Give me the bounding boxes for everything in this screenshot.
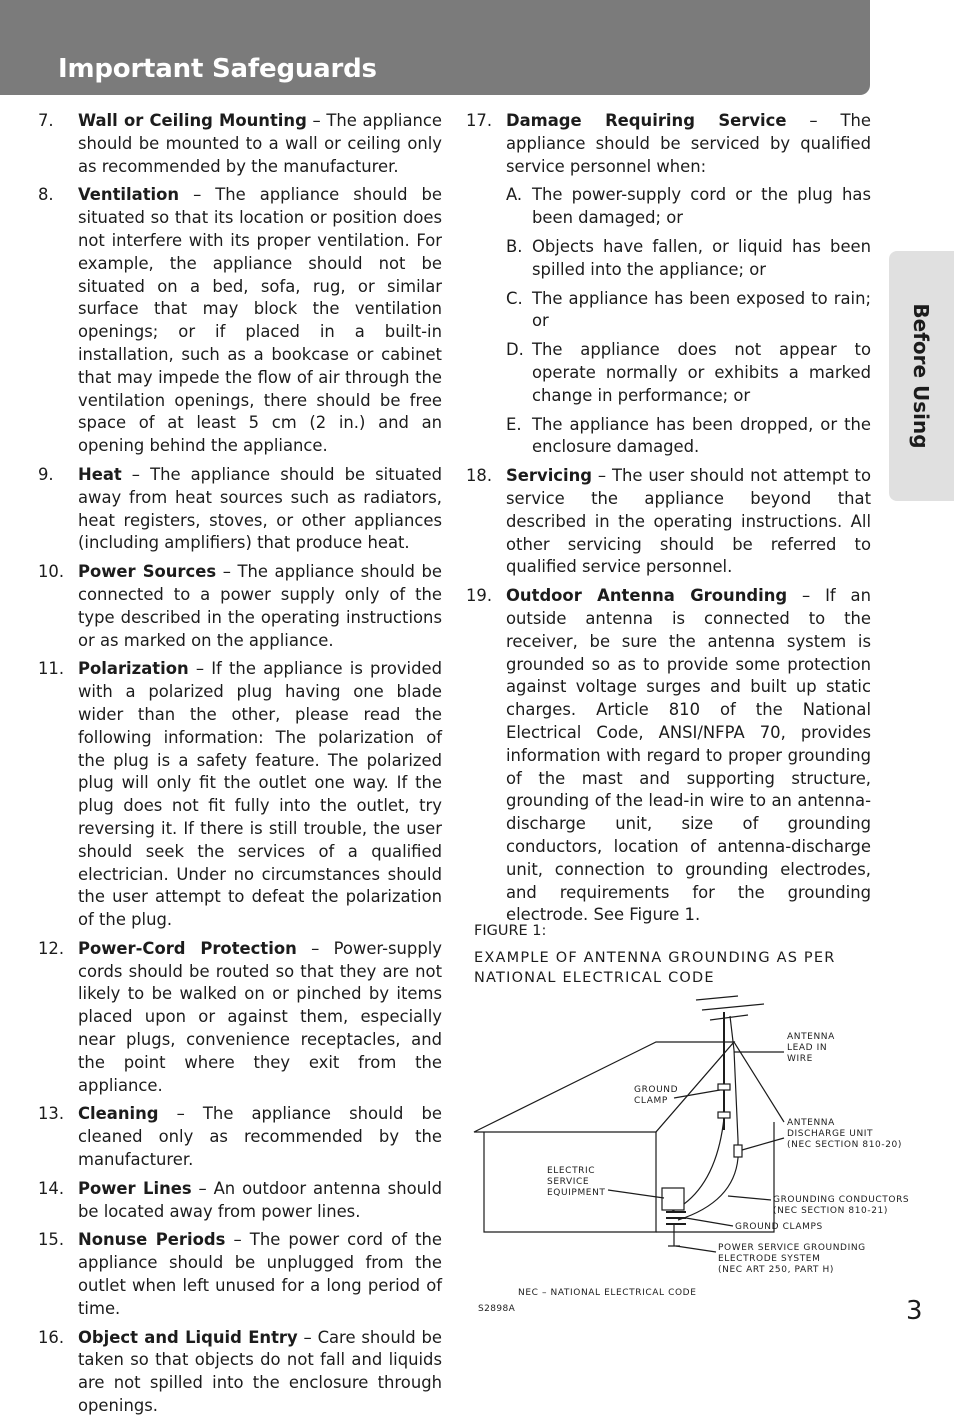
sub-list-item — [506, 339, 871, 407]
antenna-element-2 — [702, 1004, 764, 1010]
label-electric-1: ELECTRIC — [547, 1166, 596, 1176]
item-number: 8. — [38, 185, 54, 205]
page-number: 3 — [906, 1296, 923, 1326]
list-item — [38, 938, 442, 1098]
list-item — [466, 465, 871, 579]
item-title: Polarization — [78, 659, 189, 679]
list-item — [38, 658, 442, 932]
mast-clamp-2 — [718, 1112, 730, 1118]
electric-service-box — [662, 1188, 684, 1210]
list-item — [38, 561, 442, 652]
item-title: Power Lines — [78, 1178, 192, 1198]
item-number: 7. — [38, 111, 54, 130]
item-number: 18. — [466, 466, 493, 486]
figure-caption — [474, 921, 870, 988]
item-text: – The appliance should be situated away from heat sources such as radiators, heat registers, stoves, or other appliances (including amplifiers) that produce heat. — [78, 464, 442, 553]
item-number: 9. — [38, 464, 54, 484]
section-tab — [889, 251, 954, 501]
sub-item-letter: B. — [506, 236, 523, 256]
right-column — [466, 110, 871, 933]
leader-discharge — [742, 1138, 784, 1150]
item-title: Wall or Ceiling Mounting — [78, 111, 307, 130]
label-lead-in-3: WIRE — [787, 1054, 813, 1064]
item-text: – An outdoor antenna should be located away from power lines. — [78, 1178, 442, 1221]
discharge-unit — [734, 1145, 742, 1157]
house-wall-side — [656, 1122, 774, 1232]
item-text: – The appliance should be situated so that its location or position does not interfere with its proper ventilation. For example, the appliance should not be situated on a bed, sofa, rug, or similar surface that may block the ventilation openings; or if placed in a built-in installation, such as a bookcase or cabinet that may impede the flow of air through the ventilation openings, there should be free space of at least 5 cm (2 in.) and an opening behind the appliance. — [78, 185, 442, 456]
item-title: Nonuse Periods — [78, 1230, 226, 1250]
item-text: – The appliance should be mounted to a wall or ceiling only as recommended by the manufacturer. — [78, 111, 442, 176]
list-item — [38, 184, 442, 458]
item-number: 15. — [38, 1230, 65, 1250]
figure-code: S2898A — [478, 1304, 516, 1314]
label-conductors-2: (NEC SECTION 810-21) — [773, 1206, 888, 1216]
label-discharge-1: ANTENNA — [787, 1118, 835, 1128]
item-text: – Power-supply cords should be routed so that they are not likely to be walked on or pinched by items placed upon or against them, especially near plugs, convenience receptacles, and the point where they exit from the appliance. — [78, 938, 442, 1095]
item-title: Power Sources — [78, 562, 217, 582]
sub-list-item — [506, 236, 871, 282]
list-item — [38, 464, 442, 555]
page-title: Important Safeguards — [58, 54, 377, 84]
header-bar — [0, 0, 870, 95]
list-item — [38, 1229, 442, 1320]
item-text: – The appliance should be cleaned only as recommended by the manufacturer. — [78, 1104, 442, 1170]
sub-list — [506, 184, 871, 459]
item-title: Power-Cord Protection — [78, 938, 297, 958]
antenna-grounding-diagram — [466, 990, 916, 1300]
label-power-1: POWER SERVICE GROUNDING — [718, 1243, 866, 1253]
item-text: – Care should be taken so that objects do not fall and liquids are not spilled into the enclosure through openings. — [78, 1327, 442, 1416]
left-column — [38, 110, 442, 1424]
item-text: – If an outside antenna is connected to the receiver, be sure the antenna system is grounded so as to provide some protection against voltage surges and built up static charges. Article 810 of the National Electrical Code, ANSI/NFPA 70, provides information with regard to proper grounding of the mast and supporting structure, grounding of the lead-in wire to an antenna-discharge unit, size of grounding conductors, location of antenna-discharge unit, connection to grounding electrodes, and requirements for the grounding electrode. See Figure 1. — [506, 586, 871, 925]
figure-label: FIGURE 1: — [474, 923, 547, 939]
item-text: – The user should not attempt to service the appliance beyond that described in the operating instructions. All other servicing should be referred to qualified service personnel. — [506, 466, 871, 577]
section-tab-label: Before Using — [909, 303, 933, 449]
item-number: 14. — [38, 1178, 65, 1198]
figure-title: EXAMPLE OF ANTENNA GROUNDING AS PER NATIONAL ELECTRICAL CODE — [474, 950, 836, 986]
label-ground-clamps: GROUND CLAMPS — [735, 1222, 823, 1232]
sub-item-text: The power-supply cord or the plug has been damaged; or — [532, 185, 871, 228]
label-discharge-3: (NEC SECTION 810-20) — [787, 1140, 902, 1150]
item-number: 19. — [466, 586, 493, 606]
leader-ground-clamps — [686, 1218, 733, 1226]
item-number: 12. — [38, 938, 65, 958]
list-item — [38, 1327, 442, 1418]
list-item — [38, 1103, 442, 1171]
mast-clamp-1 — [718, 1084, 730, 1090]
sub-item-letter: D. — [506, 340, 524, 360]
label-discharge-2: DISCHARGE UNIT — [787, 1129, 874, 1139]
label-power-2: ELECTRODE SYSTEM — [718, 1254, 821, 1264]
item-title: Servicing — [506, 466, 593, 486]
item-text: – The power cord of the appliance should be unplugged from the outlet when left unused for a long period of time. — [78, 1230, 442, 1318]
sub-item-letter: A. — [506, 185, 523, 205]
list-item — [466, 110, 871, 459]
antenna-element-1 — [696, 996, 738, 1000]
sub-item-text: The appliance has been exposed to rain; or — [532, 288, 871, 331]
label-ground-clamp-1: GROUND — [634, 1085, 679, 1095]
label-lead-in-1: ANTENNA — [787, 1032, 835, 1042]
sub-item-letter: E. — [506, 414, 522, 434]
sub-item-text: The appliance does not appear to operate normally or exhibits a marked change in performance; or — [532, 340, 871, 405]
item-number: 10. — [38, 562, 65, 582]
item-title: Outdoor Antenna Grounding — [506, 586, 788, 606]
item-title: Cleaning — [78, 1104, 159, 1124]
sub-item-text: The appliance has been dropped, or the enclosure damaged. — [532, 414, 871, 457]
label-conductors-1: GROUNDING CONDUCTORS — [773, 1195, 910, 1205]
antenna-element-3 — [710, 1015, 748, 1020]
sub-list-item — [506, 414, 871, 460]
item-title: Heat — [78, 464, 122, 484]
label-electric-2: SERVICE — [547, 1177, 590, 1187]
label-power-3: (NEC ART 250, PART H) — [718, 1265, 834, 1275]
list-item — [38, 1178, 442, 1224]
ground-clamps — [666, 1212, 686, 1224]
item-title: Ventilation — [78, 185, 180, 205]
item-text: – The appliance should be connected to a power supply only of the type described in the operating instructions or as marked on the appliance. — [78, 562, 442, 650]
item-title: Damage Requiring Service — [506, 111, 787, 130]
item-number: 16. — [38, 1327, 65, 1347]
sub-list-item — [506, 288, 871, 334]
item-number: 11. — [38, 659, 65, 679]
item-text: – If the appliance is provided with a polarized plug having one blade wider than the other, please read the following information: The polarization of the plug is a safety feature. The polarized plug will only fit the outlet one way. If the plug does not fit fully into the outlet, try reversing it. If there is still trouble, the user should seek the services of a qualified electrician. Under no circumstances should the user attempt to defeat the polarization of the plug. — [78, 659, 442, 930]
item-number: 17. — [466, 111, 493, 130]
list-item — [38, 110, 442, 178]
grounding-conductor-2 — [678, 1158, 738, 1220]
leader-power — [676, 1246, 716, 1252]
label-lead-in-2: LEAD IN — [787, 1043, 828, 1053]
ground-electrode — [668, 1224, 680, 1246]
sub-item-letter: C. — [506, 288, 523, 308]
label-nec-note: NEC – NATIONAL ELECTRICAL CODE — [518, 1288, 697, 1298]
label-ground-clamp-2: CLAMP — [634, 1096, 668, 1106]
sub-item-text: Objects have fallen, or liquid has been spilled into the appliance; or — [532, 236, 871, 279]
item-title: Object and Liquid Entry — [78, 1327, 298, 1347]
list-item — [466, 585, 871, 927]
label-electric-3: EQUIPMENT — [547, 1188, 606, 1198]
item-text: – The appliance should be serviced by qualified service personnel when: — [506, 111, 871, 176]
leader-conductors — [728, 1196, 771, 1200]
item-number: 13. — [38, 1104, 65, 1124]
sub-list-item — [506, 184, 871, 230]
